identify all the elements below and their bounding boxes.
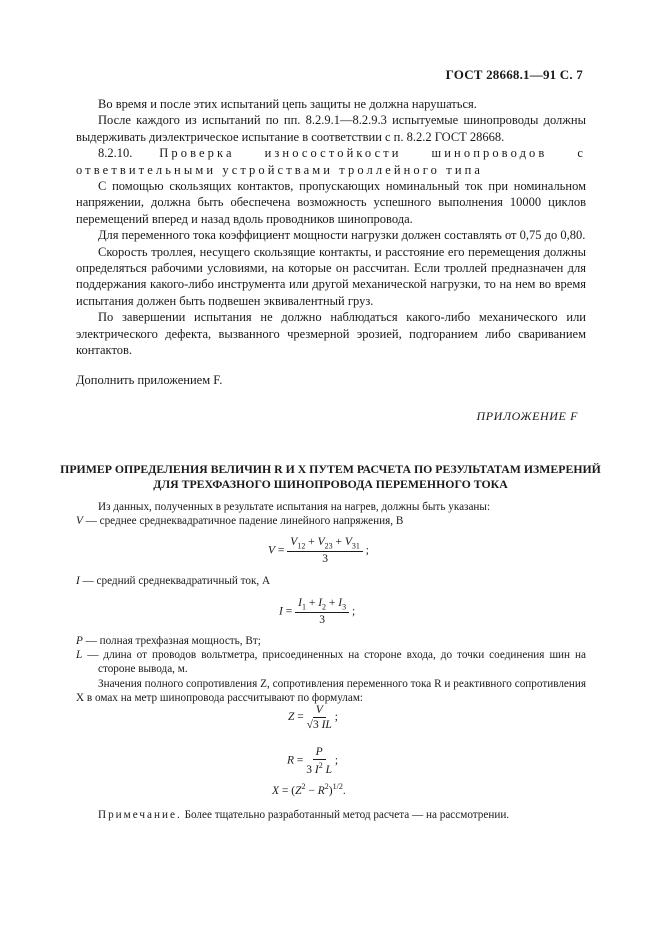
appendix-note: [76, 808, 586, 822]
paragraph: Для переменного тока коэффициент мощности нагрузки должен составлять от 0,75 до 0,80.: [98, 228, 586, 243]
appendix-title-line: ПРИМЕР ОПРЕДЕЛЕНИЯ ВЕЛИЧИН R И X ПУТЕМ РАСЧЕТА ПО РЕЗУЛЬТАТАМ ИЗМЕРЕНИЙ: [60, 462, 601, 476]
definition-v: V — среднее среднеквадратичное падение линейного напряжения, В: [76, 515, 404, 528]
paragraph: Скорость троллея, несущего скользящие контакты, и расстояние его перемещения должны определяться рабочими условиями, на которые он рассчитан. Если троллей предназначен для поддержания какого-либо инструмента или другой механической нагрузки, то на нем во время испытания должен быть подвешен эквивалентный груз.: [76, 244, 586, 308]
appendix-label: ПРИЛОЖЕНИЕ F: [476, 409, 578, 423]
section-text: [76, 96, 586, 359]
paragraph: Значения полного сопротивления Z, сопротивления переменного тока R и реактивного сопротивления X в омах на метр шинопровода рассчитывают по формулам:: [76, 677, 586, 704]
formula-r: R = $\frac{P}{3 I^2 L}$ ;: [287, 746, 339, 776]
formula-i: I = $\frac{I_1 + I_2 + I_3}{3}$ ;: [279, 597, 356, 627]
definition-p: P — полная трехфазная мощность, Вт;: [76, 635, 261, 647]
formula-z: Z = $\frac{V}{√3 IL}$ ;: [288, 704, 338, 731]
appendix-intro: [76, 500, 586, 528]
clause-title: Проверка износостойкости шинопроводов с ответвительными устройствами троллейного типа: [76, 146, 587, 177]
note-label: Примечание.: [98, 809, 182, 821]
page-header: ГОСТ 28668.1—91 С. 7: [445, 67, 583, 82]
definition-l: L — длина от проводов вольтметра, присоединенных на стороне входа, до точки соединения шин на стороне вывода, м.: [76, 649, 586, 676]
formula-v: V = $\frac{V_{12} + V_{23} + V_{31}}{3}$ ;: [268, 536, 369, 566]
paragraph: После каждого из испытаний по пп. 8.2.9.1—8.2.9.3 испытуемые шинопроводы должны выдерживать диэлектрическое испытание в соответствии с п. 8.2.2 ГОСТ 28668.: [76, 113, 586, 144]
supplement-note: Дополнить приложением F.: [76, 373, 223, 387]
appendix-title: [40, 462, 621, 492]
paragraph: Во время и после этих испытаний цепь защиты не должна нарушаться.: [98, 97, 477, 111]
clause-number: 8.2.10.: [98, 146, 160, 161]
paragraph: С помощью скользящих контактов, пропускающих номинальный ток при номинальном напряжении, должна быть обеспечена возможность успешного выполнения 10000 циклов перемещений вперед и назад вдоль проводников шинопровода.: [76, 179, 586, 226]
definition-i: I — средний среднеквадратичный ток, А: [76, 575, 271, 587]
clause-heading: [76, 145, 586, 178]
note-text: Более тщательно разработанный метод расчета — на рассмотрении.: [181, 809, 510, 821]
paragraph: Из данных, полученных в результате испытания на нагрев, должны быть указаны:: [98, 501, 491, 513]
appendix-title-line: ДЛЯ ТРЕХФАЗНОГО ШИНОПРОВОДА ПЕРЕМЕННОГО ТОКА: [153, 477, 508, 491]
paragraph: По завершении испытания не должно наблюдаться какого-либо механического или электрического дефекта, вызванного чрезмерной эрозией, подгоранием либо свариванием контактов.: [76, 310, 586, 358]
definitions-p-l: [76, 634, 586, 705]
formula-x: $X = (Z^2 - R^2)^{1/2}$.: [272, 782, 346, 797]
